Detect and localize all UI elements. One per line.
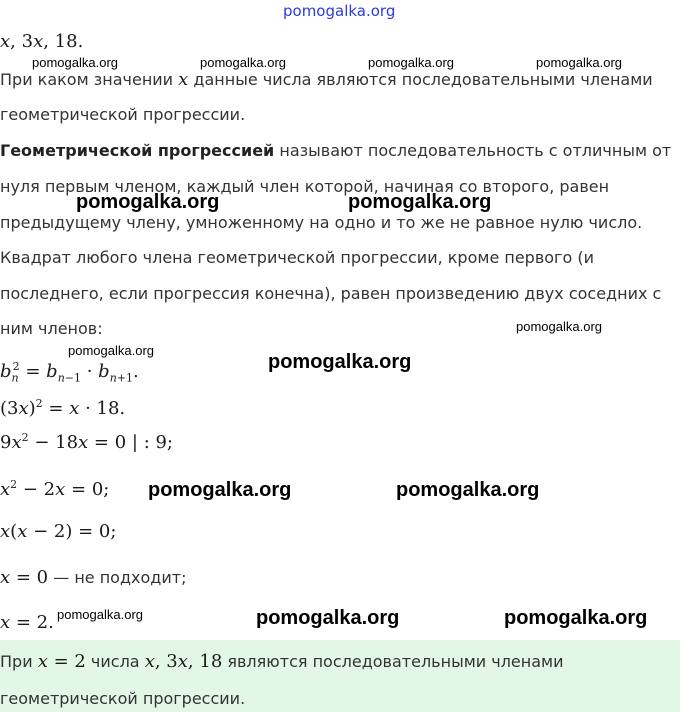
definition-term: Геометрической прогрессией	[0, 141, 275, 160]
watermark: pomogalka.org	[396, 479, 540, 501]
property-line-3: ним членов:	[0, 319, 103, 338]
step-3: $x^2 - 2x = 0$;	[0, 478, 110, 500]
watermark: pomogalka.org	[148, 479, 292, 501]
definition-line-1: Геометрической прогрессией называют последовательность с отличным от	[0, 141, 672, 160]
given-numbers: x, 3x, 18.	[0, 31, 84, 52]
definition-line-3: предыдущему члену, умноженному на одно и то же не равное нулю число.	[0, 213, 643, 232]
definition-line-2: нуля первым членом, каждый член которой, начиная со второго, равен	[0, 177, 610, 196]
watermark: pomogalka.org	[516, 319, 602, 334]
property-line-2: последнего, если прогрессия конечна), равен произведению двух соседних с	[0, 284, 662, 303]
step-2: $9x^2 - 18x = 0$ | : 9;	[0, 431, 173, 453]
watermark: pomogalka.org	[76, 191, 220, 213]
watermark: pomogalka.org	[368, 55, 454, 70]
question-line-1: При каком значении x данные числа являются последовательными членами	[0, 69, 653, 90]
step-4: x(x − 2) = 0;	[0, 521, 117, 542]
watermark: pomogalka.org	[504, 607, 648, 629]
watermark-top: pomogalka.org	[283, 2, 396, 20]
property-line-1: Квадрат любого члена геометрической прогрессии, кроме первого (и	[0, 248, 594, 267]
question-line-2: геометрической прогрессии.	[0, 105, 246, 124]
watermark: pomogalka.org	[536, 55, 622, 70]
watermark: pomogalka.org	[268, 351, 412, 373]
watermark: pomogalka.org	[348, 191, 492, 213]
watermark: pomogalka.org	[32, 55, 118, 70]
step-5: x = 0 — не подходит;	[0, 567, 187, 588]
watermark: pomogalka.org	[68, 343, 154, 358]
step-6: x = 2.	[0, 612, 54, 633]
step-1: $(3x)^2 = x \cdot 18$.	[0, 397, 126, 419]
formula-property: $b_n^2 = b_{n-1} \cdot b_{n+1}$.	[0, 360, 139, 385]
watermark: pomogalka.org	[200, 55, 286, 70]
watermark: pomogalka.org	[256, 607, 400, 629]
watermark: pomogalka.org	[57, 607, 143, 622]
answer-line-1: При x = 2 числа x, 3x, 18 являются последовательными членами	[0, 651, 564, 672]
answer-line-2: геометрической прогрессии.	[0, 689, 246, 708]
